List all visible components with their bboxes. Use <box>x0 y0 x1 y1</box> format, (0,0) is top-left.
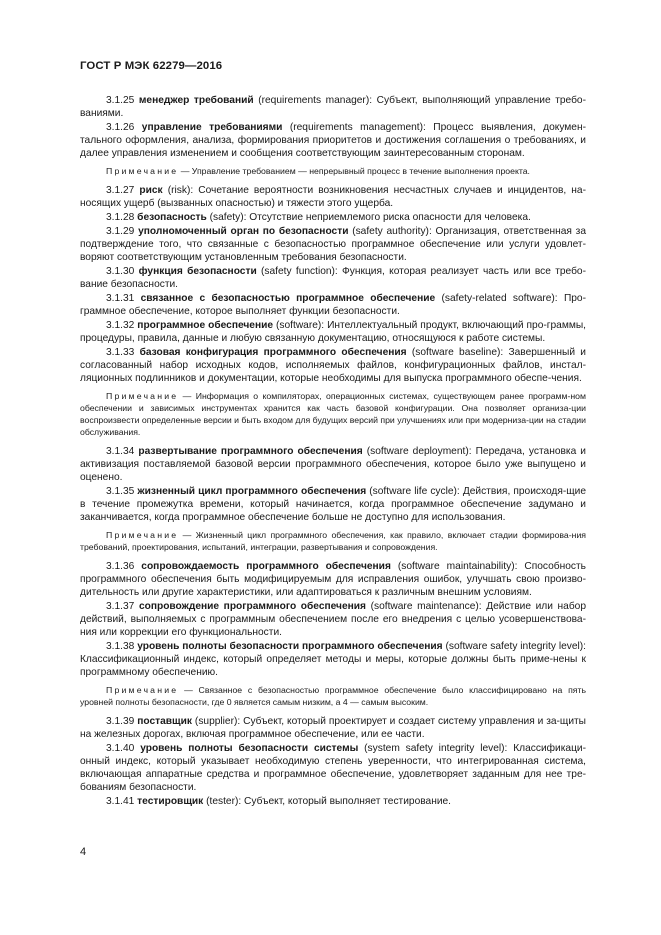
term-definition <box>80 121 586 160</box>
standard-header: ГОСТ Р МЭК 62279—2016 <box>80 60 223 72</box>
term-name: программное обеспечение <box>137 320 274 331</box>
term-name: уполномоченный орган по безопасности <box>138 226 349 237</box>
note-text: — Жизненный цикл программного обеспечения, как правило, включает стадии формирова-ния требований, проектирования, испытаний, интеграции, развертывания и сопровождения. <box>80 530 586 552</box>
term-name: связанное с безопасностью программное обеспечение <box>140 293 436 304</box>
term-name: риск <box>139 185 163 196</box>
term-text: (safety authority): Организация, ответственная за подтверждение того, что связанные с безопасностью программное обеспечение или услуги удовлет-воряют соответствующим установленным требования безопасности. <box>80 226 586 263</box>
term-text: (software safety integrity level): Классификационный индекс, который определяет методы и меры, которые должны быть приме-нены к программному обеспечению. <box>80 641 586 678</box>
term-number: 3.1.27 <box>106 185 135 196</box>
term-definition <box>80 560 586 599</box>
term-number: 3.1.35 <box>106 486 135 497</box>
term-definition <box>80 211 586 224</box>
note-label: Примечание <box>106 391 179 401</box>
term-text: (system safety integrity level): Классификаци-онный индекс, который указывает необходимую степень уверенности, что интегрированная система, включающая аппаратные средства и программное обеспечение, удовлетворяет заданным для нее тре-бованиям безопасности. <box>80 743 586 793</box>
term-number: 3.1.40 <box>106 743 135 754</box>
note-text: — Информация о компиляторах, операционных системах, существующем ранее программ-ном обеспечении и зависимых инструментах хранится как часть базовой конфигурации. Она позволяет организа-ции воспроизвести определенные версии и быть входом для будущих версий при улучшениях или при модерниза-ции на стадии обслуживания. <box>80 391 586 437</box>
term-definition <box>80 600 586 639</box>
term-number: 3.1.29 <box>106 226 135 237</box>
term-name: безопасность <box>137 212 207 223</box>
term-definition <box>80 265 586 291</box>
term-name: поставщик <box>137 716 193 727</box>
term-definition <box>80 292 586 318</box>
term-text: (software life cycle): Действия, происходя-щие в течение промежутка времени, который начинается, когда программное обеспечение задумано и заканчивается, когда программное обеспечение больше не доступно для использования. <box>80 486 586 523</box>
note-paragraph <box>80 684 586 708</box>
term-number: 3.1.39 <box>106 716 135 727</box>
term-text: (software maintainability): Способность программного обеспечения быть модифицируемым для исправления ошибок, улучшать свою произво-дительность или другие характеристики, или адаптироваться к различным внешним условиям. <box>80 561 586 598</box>
term-name: уровень полноты безопасности программного обеспечения <box>137 641 443 652</box>
document-body <box>80 94 586 809</box>
term-name: управление требованиями <box>141 122 283 133</box>
term-text: (safety): Отсутствие неприемлемого риска опасности для человека. <box>206 212 531 223</box>
term-number: 3.1.36 <box>106 561 135 572</box>
note-text: — Связанное с безопасностью программное обеспечение было классифицировано на пять уровней полноты безопасности, где 0 является самым низким, а 4 — самым высоким. <box>80 685 586 707</box>
term-number: 3.1.33 <box>106 347 135 358</box>
term-definition <box>80 94 586 120</box>
term-definition <box>80 640 586 679</box>
term-text: (software deployment): Передача, установка и активизация поставляемой базовой версии программного обеспечения, которое было уже выпущено и оценено. <box>80 446 586 483</box>
term-number: 3.1.37 <box>106 601 135 612</box>
term-text: (tester): Субъект, который выполняет тестирование. <box>203 796 452 807</box>
term-name: уровень полноты безопасности системы <box>140 743 359 754</box>
note-label: Примечание <box>106 530 179 540</box>
term-text: (safety-related software): Про-граммное обеспечение, которое выполняет функции безопасности. <box>80 293 586 317</box>
term-text: (software maintenance): Действие или набор действий, выполняемых с программным обеспечением после его внедрения с целью усовершенствова-ния или коррекции его функциональности. <box>80 601 586 638</box>
term-name: жизненный цикл программного обеспечения <box>137 486 367 497</box>
term-name: развертывание программного обеспечения <box>138 446 363 457</box>
term-name: сопровождение программного обеспечения <box>138 601 366 612</box>
term-text: (safety function): Функция, которая реализует часть или все требо-вание безопасности. <box>80 266 586 290</box>
term-number: 3.1.41 <box>106 796 135 807</box>
term-name: менеджер требований <box>138 95 254 106</box>
term-number: 3.1.30 <box>106 266 135 277</box>
note-paragraph <box>80 390 586 438</box>
term-definition <box>80 742 586 794</box>
note-paragraph <box>80 165 586 177</box>
term-definition <box>80 319 586 345</box>
term-number: 3.1.38 <box>106 641 135 652</box>
term-text: (software): Интеллектуальный продукт, включающий про-граммы, процедуры, правила, данные и любую связанную документацию, относящуюся к работе системы. <box>80 320 586 344</box>
page-number: 4 <box>80 846 87 858</box>
note-label: Примечание <box>106 166 179 176</box>
term-definition <box>80 715 586 741</box>
term-number: 3.1.31 <box>106 293 135 304</box>
term-definition <box>80 184 586 210</box>
term-name: базовая конфигурация программного обеспечения <box>139 347 407 358</box>
term-definition <box>80 445 586 484</box>
term-text: (requirements management): Процесс выявления, докумен-тального оформления, анализа, формирования приоритетов и достижения соглашения о требованиях, и далее управления изменением и сообщения соответствующим заинтересованным сторонам. <box>80 122 586 159</box>
term-name: сопровождаемость программного обеспечения <box>141 561 391 572</box>
term-number: 3.1.25 <box>106 95 135 106</box>
term-definition <box>80 485 586 524</box>
term-text: (risk): Сочетание вероятности возникновения несчастных случаев и инцидентов, на-носящих ущерб (вызванных опасностью) и тяжести этого ущерба. <box>80 185 586 209</box>
term-name: тестировщик <box>137 796 204 807</box>
note-text: — Управление требованием — непрерывный процесс в течение выполнения проекта. <box>178 166 530 176</box>
term-number: 3.1.26 <box>106 122 135 133</box>
note-paragraph <box>80 529 586 553</box>
term-text: (software baseline): Завершенный и согласованный набор исходных кодов, исполняемых файлов, конфигурационных файлов, инстал-ляционных подлинников и документации, которые необходимы для выпуска программного обеспе-чения. <box>80 347 586 384</box>
term-number: 3.1.34 <box>106 446 135 457</box>
term-number: 3.1.32 <box>106 320 135 331</box>
term-definition <box>80 346 586 385</box>
term-name: функция безопасности <box>138 266 257 277</box>
term-definition <box>80 225 586 264</box>
term-number: 3.1.28 <box>106 212 135 223</box>
note-label: Примечание <box>106 685 179 695</box>
term-definition <box>80 795 586 808</box>
term-text: (requirements manager): Субъект, выполняющий управление требо-ваниями. <box>80 95 586 119</box>
term-text: (supplier): Субъект, который проектирует и создает систему управления и за-щиты на железных дорогах, включая программное обеспечение, или ее части. <box>80 716 586 740</box>
